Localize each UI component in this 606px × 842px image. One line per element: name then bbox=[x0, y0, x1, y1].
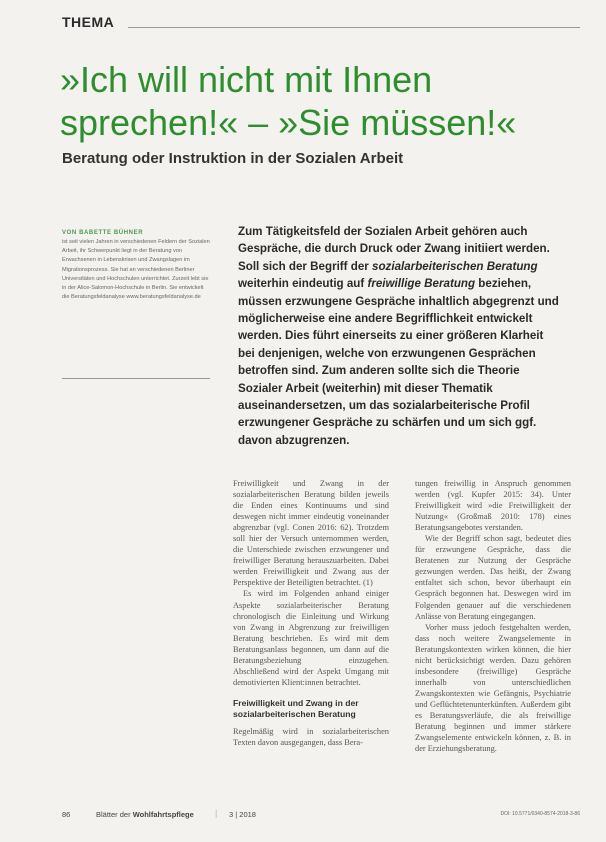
page-footer bbox=[62, 810, 580, 824]
body-paragraph: Vorher muss jedoch festgehalten werden, dass noch weitere Zwangselemente in Beratungskontexten wirken können, die hier nicht berücksichtigt werden. Dazu gehören insbesondere (freiwillige) Gespräche innerhalb von unterschiedlichen Zwangskontexten wie Gefängnis, Psychiatrie und Geflüchtetenunterkünften. Außerdem gibt es Beratungsverläufe, die als freiwillige Beratung beginnen und immer stärkere Zwangselemente entwickeln können, z. B. in der Erziehungsberatung. bbox=[415, 622, 571, 754]
issue-number: 3 | 2018 bbox=[229, 810, 256, 819]
journal-prefix: Blätter der bbox=[96, 810, 133, 819]
doi-text: DOI: 10.5771/0340-8574-2018-3-86 bbox=[500, 811, 580, 817]
body-paragraph: tungen freiwillig in Anspruch genommen werden (vgl. Kupfer 2015: 34). Unter Freiwilligkeit wird »die Freiwilligkeit der Nutzung« (Großmaß 2010: 178) eines Beratungsangebotes verstanden. bbox=[415, 479, 571, 533]
body-column-1 bbox=[233, 478, 389, 748]
byline: VON BABETTE BÜHNER bbox=[62, 230, 144, 236]
article-subtitle: Beratung oder Instruktion in der Sozialen Arbeit bbox=[62, 150, 404, 167]
footer-separator: | bbox=[215, 808, 218, 818]
section-heading: Freiwilligkeit und Zwang in der sozialarbeiterischen Beratung bbox=[233, 697, 359, 719]
body-column-2 bbox=[415, 478, 571, 754]
section-header bbox=[62, 14, 580, 34]
body-paragraph: Es wird im Folgenden anhand einiger Aspekte sozialarbeiterischer Beratung chronologisch die Einleitung und Wirkung von Zwang in Abgrenzung zur freiwilligen Beratung beschrieben. Es wird mit dem Beratungsanlass begonnen, um dann auf die Beratungsbeziehung einzugehen. Abschließend wird der Aspekt Umgang mit demotivierten Klient:innen betrachtet. bbox=[233, 589, 389, 687]
title-line-2: sprechen!« – »Sie müssen!« bbox=[60, 102, 517, 143]
lead-paragraph bbox=[238, 223, 560, 449]
header-rule bbox=[128, 27, 580, 28]
page-number: 86 bbox=[62, 810, 71, 819]
body-paragraph: Freiwilligkeit und Zwang in der sozialarbeiterischen Beratung bilden jeweils die Enden eines Kontinuums und sind deswegen nicht immer eindeutig voneinander abgrenzbar (vgl. Conen 2016: 62). Trotzdem soll hier der Versuch unternommen werden, die Unterschiede zwischen erzwungener und freiwilliger Beratung herauszuarbeiten. Dabei werden Freiwilligkeit und Zwang aus der Perspektive der Beteiligten betrachtet. (1) bbox=[233, 479, 389, 588]
author-bio: ist seit vielen Jahren in verschiedenen Feldern der Sozialen Arbeit, ihr Schwerpunkt liegt in der Beratung von Erwachsenen in Lebenskrisen und Zwangslagen im Migrationsprozess. Sie hat an verschiedenen Berliner Universitäten und Hochschulen unterrichtet. Zurzeit lebt sie in der Alice-Salomon-Hochschule in Berlin. Sie entwickelt die Beratungsfeldanalyse www.beratungsfeldanalyse.de bbox=[62, 239, 210, 301]
journal-bold: Wohlfahrtspflege bbox=[132, 810, 194, 819]
lead-text-2: weiterhin eindeutig auf bbox=[238, 277, 368, 291]
body-paragraph: Regelmäßig wird in sozialarbeiterischen Texten davon ausgegangen, dass Bera- bbox=[233, 726, 389, 747]
body-paragraph: Wie der Begriff schon sagt, bedeutet dies für erzwungene Gespräche, dass die Beratenen zur Nutzung der Gespräche gezwungen werden. Das heißt, der Zwang entfaltet sich schon, bevor überhaupt ein Gespräch begonnen hat. Deswegen wird im Folgenden genauer auf die verschiedenen Anlässe von Beratung eingegangen. bbox=[415, 534, 571, 621]
section-label: THEMA bbox=[62, 14, 115, 30]
author-sidebar bbox=[62, 230, 210, 379]
title-line-1: »Ich will nicht mit Ihnen bbox=[60, 59, 433, 100]
journal-name bbox=[96, 810, 194, 819]
article-title bbox=[60, 58, 580, 144]
lead-emphasis-2: freiwillige Beratung bbox=[367, 277, 476, 291]
lead-text-1: Zum Tätigkeitsfeld der Sozialen Arbeit gehören auch Gespräche, die durch Druck oder Zwang initiiert werden. Soll sich der Begriff der bbox=[238, 225, 550, 273]
lead-text-3: beziehen, müssen erzwungene Gespräche inhaltlich abgegrenzt und möglicherweise eine andere Begrifflichkeit entwickelt werden. Dies führt einerseits zu einer größeren Klarheit bei denjenigen, welche von erzwungenen Gesprächen betroffen sind. Zum anderen sollte sich die Theorie Sozialer Arbeit (weiterhin) mit dieser Thematik auseinandersetzen, um das sozialarbeiterische Profil erzwungener Gespräche zu schärfen und um sich ggf. davon abzugrenzen. bbox=[238, 277, 559, 447]
lead-emphasis-1: sozialarbeiterischen Beratung bbox=[372, 259, 538, 273]
